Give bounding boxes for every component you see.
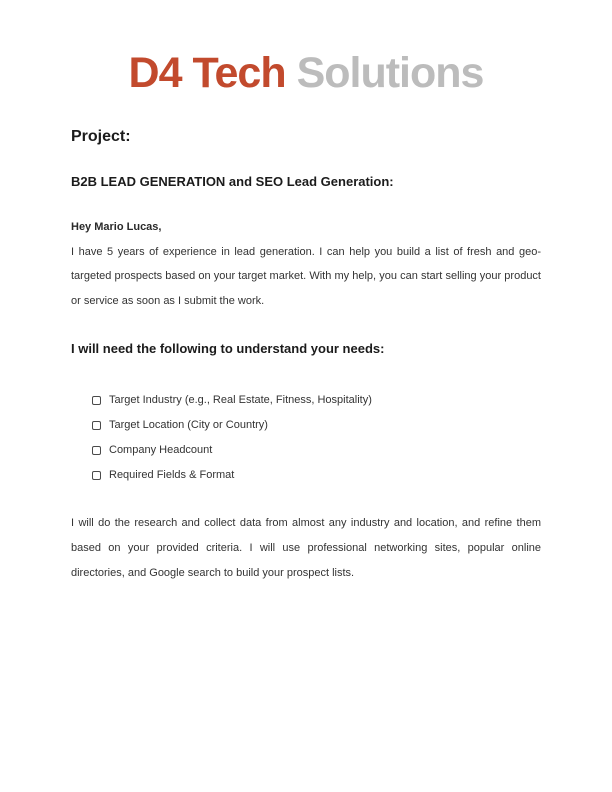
document-body bbox=[0, 127, 612, 586]
checklist-item-target-industry bbox=[92, 388, 541, 413]
logo-primary-text: D4 Tech bbox=[128, 49, 286, 97]
checkbox-icon[interactable] bbox=[92, 471, 101, 480]
greeting-line: Hey Mario Lucas, bbox=[71, 221, 162, 233]
subject-heading: B2B LEAD GENERATION and SEO Lead Generation: bbox=[71, 174, 394, 189]
logo-secondary-text: Solutions bbox=[285, 49, 484, 97]
checklist-item-label: Target Location (City or Country) bbox=[109, 419, 268, 431]
intro-section bbox=[71, 215, 541, 313]
needs-heading: I will need the following to understand your needs: bbox=[71, 341, 385, 356]
intro-paragraph: I have 5 years of experience in lead generation. I can help you build a list of fresh and geo-targeted prospects based on your target market. With my help, you can start selling your product or service as soon as I submit the work. bbox=[71, 245, 541, 307]
checkbox-icon[interactable] bbox=[92, 446, 101, 455]
requirements-checklist bbox=[71, 388, 541, 488]
company-logo bbox=[0, 0, 612, 97]
closing-paragraph: I will do the research and collect data from almost any industry and location, and refine them based on your provided criteria. I will use professional networking sites, popular online directories, and Google search to build your prospect lists. bbox=[71, 517, 541, 579]
checklist-item-label: Target Industry (e.g., Real Estate, Fitness, Hospitality) bbox=[109, 394, 372, 406]
checklist-item-label: Required Fields & Format bbox=[109, 469, 235, 481]
project-heading: Project: bbox=[71, 128, 131, 145]
checkbox-icon[interactable] bbox=[92, 396, 101, 405]
checklist-item-target-location bbox=[92, 413, 541, 438]
checklist-item-required-fields bbox=[92, 463, 541, 488]
checklist-item-company-headcount bbox=[92, 438, 541, 463]
checklist-item-label: Company Headcount bbox=[109, 444, 213, 456]
checkbox-icon[interactable] bbox=[92, 421, 101, 430]
